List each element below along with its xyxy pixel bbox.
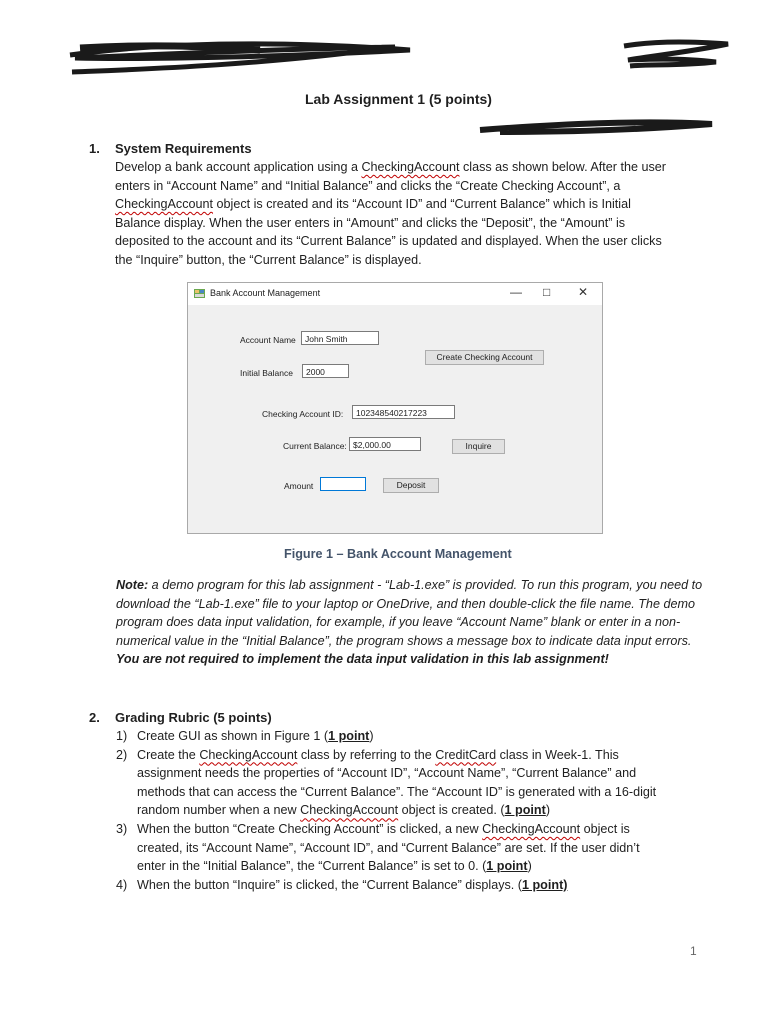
section1-line <box>115 251 715 270</box>
note-text: a demo program for this lab assignment - “Lab-1.exe” is provided. To run this program, you need to download the “Lab-1.exe” file to your laptop or OneDrive, and then double-click the file name. The demo program does data input validation, for example, if you leave “Account Name” blank or enter in a non-numerical value in the “Initial Balance”, the program shows a message box to indicate data input errors. <box>116 578 703 648</box>
body-text: object is <box>580 821 630 836</box>
amount-input[interactable] <box>320 477 366 491</box>
class-name-text: CreditCard <box>435 747 497 762</box>
rubric-item-number: 4) <box>116 877 128 892</box>
rubric-line <box>137 801 715 820</box>
body-text: assignment needs the properties of “Account ID”, “Account Name”, “Current Balance” and <box>137 766 637 781</box>
class-name-text: CheckingAccount <box>199 747 298 762</box>
deposit-button[interactable]: Deposit <box>383 478 439 493</box>
inquire-button[interactable]: Inquire <box>452 439 505 454</box>
body-text: object is created. ( <box>398 803 505 818</box>
body-text: deposited to the account and its “Current Balance” is updated and displayed. When the user clicks <box>115 234 662 249</box>
class-name-text: CheckingAccount <box>361 160 460 174</box>
rubric-item <box>115 876 715 895</box>
body-text: ) <box>527 859 532 874</box>
note-label: Note: <box>116 578 149 592</box>
section1-heading: System Requirements <box>115 141 252 156</box>
rubric-line <box>137 764 715 783</box>
window-titlebar <box>188 283 602 305</box>
rubric-line <box>137 876 715 895</box>
body-text: class as shown below. After the user <box>459 160 666 174</box>
minimize-icon[interactable]: — <box>510 285 522 299</box>
rubric-item <box>115 727 715 746</box>
body-text: ) <box>545 803 551 818</box>
body-text: object is created and its “Account ID” and “Current Balance” which is Initial <box>213 197 631 212</box>
redaction-scribbles <box>0 0 784 160</box>
close-icon[interactable]: ✕ <box>578 285 589 299</box>
body-text: methods that can access the “Current Balance”. The “Account ID” is generated with a 16-digit <box>137 784 657 799</box>
body-text: ) <box>369 729 374 743</box>
section1-line <box>115 195 715 214</box>
create-checking-account-button[interactable]: Create Checking Account <box>425 350 544 365</box>
body-text: When the button “Create Checking Account” is clicked, a new <box>137 821 483 836</box>
section1-line <box>115 177 715 196</box>
section2-number: 2. <box>89 710 100 725</box>
body-text: Create the <box>137 747 200 762</box>
rubric-line <box>137 783 715 802</box>
points-text: 1 point <box>486 859 528 874</box>
body-text: class by referring to the <box>297 747 436 762</box>
rubric-item <box>115 746 715 820</box>
checking-account-id-field[interactable]: 102348540217223 <box>352 405 455 419</box>
body-text: enters in “Account Name” and “Initial Balance” and clicks the “Create Checking Account”, a <box>115 178 621 193</box>
bank-account-window <box>187 282 603 534</box>
rubric-item-number: 2) <box>116 747 128 762</box>
rubric-item <box>115 820 715 876</box>
account-name-label: Account Name <box>240 335 296 345</box>
note-bold: You are not required to implement the data input validation in this lab assignment! <box>116 652 609 667</box>
section1-number: 1. <box>89 141 100 156</box>
section1-line <box>115 214 715 233</box>
note-paragraph <box>116 576 706 669</box>
body-text: class in Week-1. This <box>496 747 619 762</box>
page-title: Lab Assignment 1 (5 points) <box>305 91 492 107</box>
body-text: random number when a new <box>137 803 301 818</box>
form-icon <box>194 289 205 298</box>
rubric-item-number: 3) <box>116 821 128 836</box>
current-balance-label: Current Balance: <box>283 441 347 451</box>
rubric-line <box>137 820 715 839</box>
section1-line <box>115 232 715 251</box>
body-text: Balance display. When the user enters in “Amount” and clicks the “Deposit”, the “Amount” is <box>115 215 626 230</box>
initial-balance-input[interactable]: 2000 <box>302 364 349 378</box>
grading-rubric-list <box>115 727 715 894</box>
rubric-line <box>137 746 715 765</box>
body-text: Develop a bank account application using a <box>115 160 362 174</box>
checking-account-id-label: Checking Account ID: <box>262 409 344 419</box>
page-number: 1 <box>690 944 697 958</box>
body-text: Create GUI as shown in Figure 1 ( <box>137 729 329 743</box>
body-text: When the button “Inquire” is clicked, the “Current Balance” displays. ( <box>137 877 522 892</box>
current-balance-field[interactable]: $2,000.00 <box>349 437 421 451</box>
body-text: the “Inquire” button, the “Current Balance” is displayed. <box>115 252 422 267</box>
body-text: created, its “Account Name”, “Account ID”, and “Current Balance” are set. If the user didn’t <box>137 840 640 855</box>
account-name-input[interactable]: John Smith <box>301 331 379 345</box>
figure-caption: Figure 1 – Bank Account Management <box>284 547 512 561</box>
points-text: 1 point <box>328 729 370 743</box>
rubric-item-number: 1) <box>116 729 128 743</box>
amount-label: Amount <box>284 481 314 491</box>
section2-heading: Grading Rubric (5 points) <box>115 710 272 725</box>
class-name-text: CheckingAccount <box>482 821 581 836</box>
window-title: Bank Account Management <box>210 288 321 298</box>
class-name-text: CheckingAccount <box>300 803 399 818</box>
section1-line <box>115 158 715 177</box>
points-text: 1 point) <box>521 877 568 892</box>
body-text: enter in the “Initial Balance”, the “Current Balance” is set to 0. ( <box>137 859 487 874</box>
points-text: 1 point <box>504 803 546 818</box>
rubric-line <box>137 839 715 858</box>
rubric-line <box>137 727 715 746</box>
class-name-text: CheckingAccount <box>115 197 214 212</box>
rubric-line <box>137 857 715 876</box>
section1-body <box>115 158 715 270</box>
initial-balance-label: Initial Balance <box>240 368 293 378</box>
maximize-icon[interactable]: □ <box>543 285 551 299</box>
